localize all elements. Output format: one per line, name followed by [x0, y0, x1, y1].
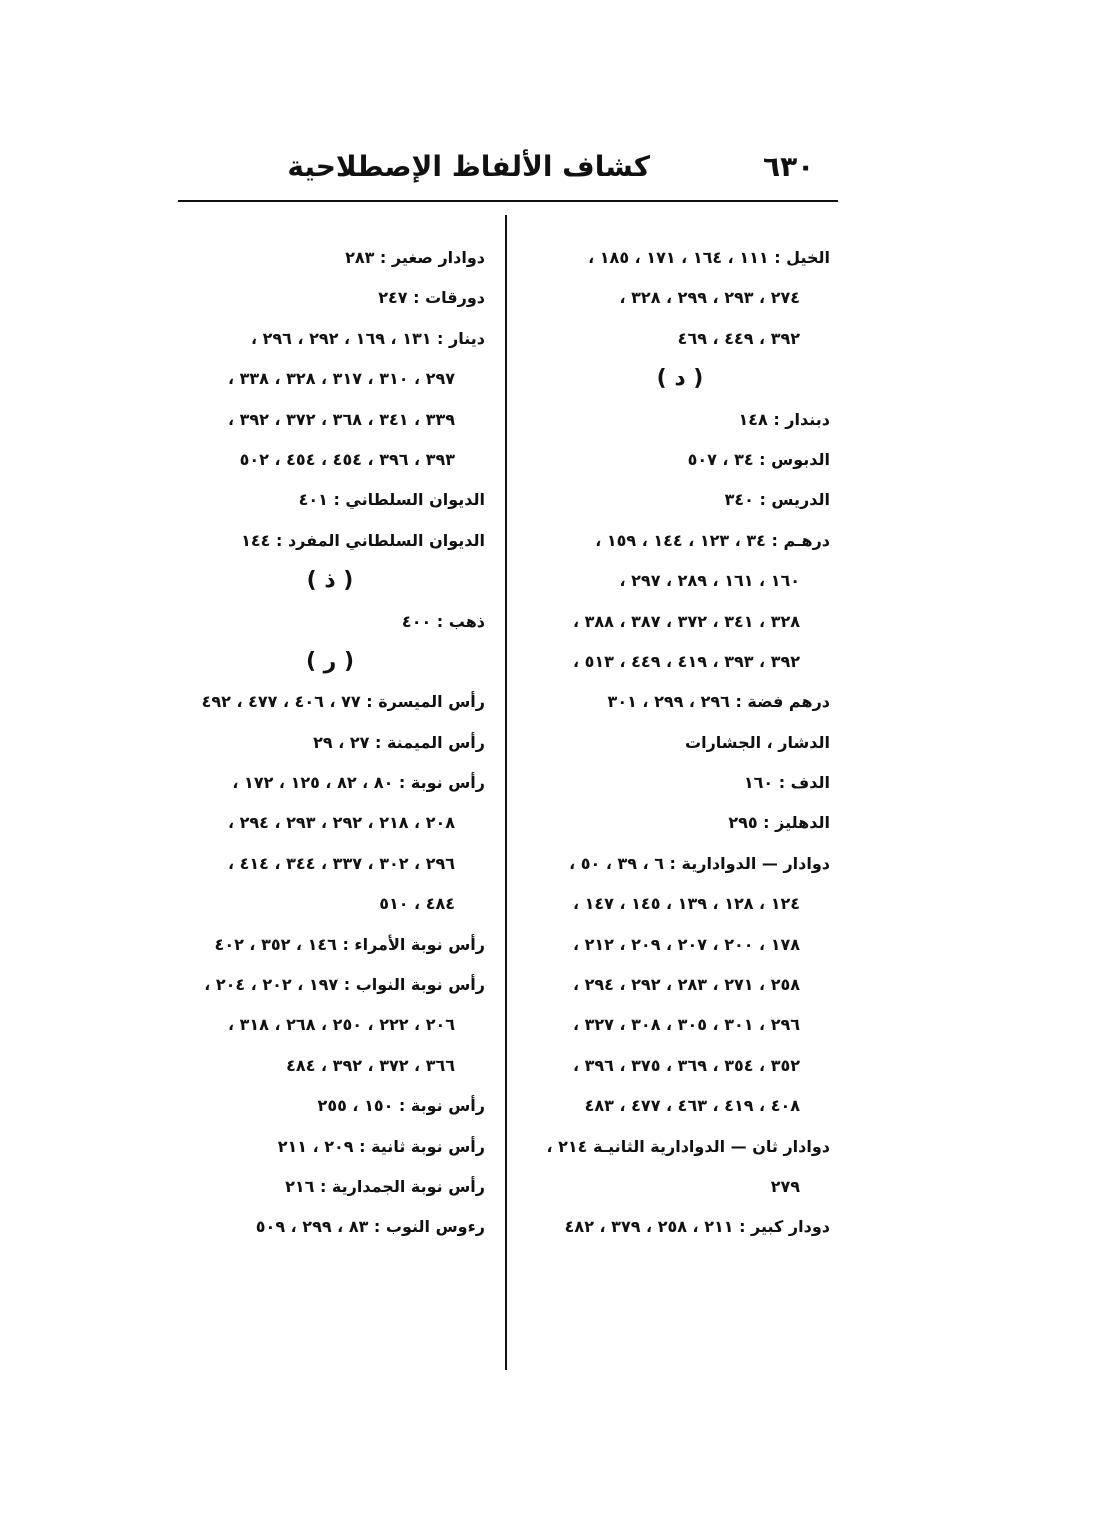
index-entry: الدبوس : ٣٤ ، ٥٠٧: [687, 449, 830, 469]
running-title: كشاف الألفاظ الإصطلاحية: [287, 150, 650, 183]
index-entry-continuation: ٣٥٢ ، ٣٥٤ ، ٣٦٩ ، ٣٧٥ ، ٣٩٦ ،: [572, 1055, 800, 1075]
index-entry: رأس نوبة النواب : ١٩٧ ، ٢٠٢ ، ٢٠٤ ،: [204, 975, 485, 995]
index-entry-continuation: ١٧٨ ، ٢٠٠ ، ٢٠٧ ، ٢٠٩ ، ٢١٢ ،: [572, 934, 800, 954]
index-entry: رأس الميمنة : ٢٧ ، ٢٩: [313, 732, 485, 752]
index-entry: دوادار — الدوادارية : ٦ ، ٣٩ ، ٥٠ ،: [569, 853, 830, 873]
index-entry-continuation: ٣٩٢ ، ٣٩٣ ، ٤١٩ ، ٤٤٩ ، ٥١٣ ،: [572, 651, 800, 671]
index-entry-continuation: ١٦٠ ، ١٦١ ، ٢٨٩ ، ٢٩٧ ،: [619, 571, 800, 591]
index-entry: الديوان السلطاني المفرد : ١٤٤: [241, 530, 485, 550]
index-entry: دينار : ١٣١ ، ١٦٩ ، ٢٩٢ ، ٢٩٦ ،: [250, 328, 485, 348]
index-entry: رأس نوبة : ٨٠ ، ٨٢ ، ١٢٥ ، ١٧٢ ،: [232, 773, 485, 793]
index-entry: الخيل : ١١١ ، ١٦٤ ، ١٧١ ، ١٨٥ ،: [588, 248, 830, 267]
index-entry-continuation: ٤٠٨ ، ٤١٩ ، ٤٦٣ ، ٤٧٧ ، ٤٨٣: [584, 1096, 800, 1116]
index-column-left: [175, 238, 485, 1248]
index-entry-continuation: ٢٩٧ ، ٣١٠ ، ٣١٧ ، ٣٢٨ ، ٣٣٨ ،: [227, 369, 455, 389]
index-entry: دوادار ثان — الدوادارية الثانيـة ٢١٤ ،: [546, 1136, 830, 1156]
index-entry: دوادار صغير : ٢٨٣: [345, 248, 485, 267]
index-entry-continuation: ٣٣٩ ، ٣٤١ ، ٣٦٨ ، ٣٧٢ ، ٣٩٢ ،: [227, 409, 455, 429]
index-entry: دبندار : ١٤٨: [738, 409, 830, 429]
index-entry-continuation: ٢٥٨ ، ٢٧١ ، ٢٨٣ ، ٢٩٢ ، ٢٩٤ ،: [572, 975, 800, 995]
column-divider: [505, 215, 507, 1370]
index-entry: ذهب : ٤٠٠: [401, 611, 485, 631]
index-entry: رأس الميسرة : ٧٧ ، ٤٠٦ ، ٤٧٧ ، ٤٩٢: [201, 692, 485, 712]
index-column-right: [530, 238, 830, 1248]
index-entry-continuation: ٣٩٣ ، ٣٩٦ ، ٤٥٤ ، ٤٥٤ ، ٥٠٢: [239, 449, 455, 469]
index-entry: رأس نوبة : ١٥٠ ، ٢٥٥: [317, 1096, 485, 1116]
index-entry-continuation: ٢٠٦ ، ٢٢٢ ، ٢٥٠ ، ٢٦٨ ، ٣١٨ ،: [227, 1015, 455, 1035]
index-entry-continuation: ٢٧٤ ، ٢٩٣ ، ٢٩٩ ، ٣٢٨ ،: [619, 288, 800, 308]
index-entry-continuation: ١٢٤ ، ١٢٨ ، ١٣٩ ، ١٤٥ ، ١٤٧ ،: [572, 894, 800, 914]
index-entry: دودار كبير : ٢١١ ، ٢٥٨ ، ٣٧٩ ، ٤٨٢: [564, 1217, 830, 1237]
index-entry: درهم فضة : ٢٩٦ ، ٢٩٩ ، ٣٠١: [607, 692, 830, 712]
section-letter: ( د ): [656, 366, 704, 392]
index-entry-continuation: ٢٩٦ ، ٣٠٢ ، ٣٣٧ ، ٣٤٤ ، ٤١٤ ،: [227, 853, 455, 873]
index-entry-continuation: ٢٩٦ ، ٣٠١ ، ٣٠٥ ، ٣٠٨ ، ٣٢٧ ،: [572, 1015, 800, 1035]
index-entry: دورقات : ٢٤٧: [378, 288, 485, 308]
index-entry: رأس نوبة ثانية : ٢٠٩ ، ٢١١: [277, 1136, 485, 1156]
index-entry-continuation: ٣٩٢ ، ٤٤٩ ، ٤٦٩: [677, 328, 800, 348]
index-entry: الدريس : ٣٤٠: [724, 490, 830, 510]
index-entry-continuation: ٢٧٩: [770, 1176, 800, 1196]
index-entry-continuation: ٣٢٨ ، ٣٤١ ، ٣٧٢ ، ٣٨٧ ، ٣٨٨ ،: [572, 611, 800, 631]
section-letter: ( ذ ): [306, 568, 354, 594]
index-entry: الديوان السلطاني : ٤٠١: [298, 490, 485, 510]
index-entry: رأس نوبة الأمراء : ١٤٦ ، ٣٥٢ ، ٤٠٢: [214, 934, 485, 954]
index-entry: رأس نوبة الجمدارية : ٢١٦: [285, 1176, 485, 1196]
index-entry-continuation: ٤٨٤ ، ٥١٠: [379, 894, 455, 914]
index-entry: الدهليز : ٢٩٥: [728, 813, 830, 833]
section-letter: ( ر ): [305, 648, 355, 674]
index-entry-continuation: ٣٦٦ ، ٣٧٢ ، ٣٩٢ ، ٤٨٤: [286, 1055, 455, 1075]
index-entry: الدشار ، الجشارات: [685, 732, 830, 752]
header-rule: [178, 200, 838, 202]
index-entry: درهـم : ٣٤ ، ١٢٣ ، ١٤٤ ، ١٥٩ ،: [595, 530, 830, 550]
page-number: ٦٣٠: [763, 150, 815, 183]
index-entry: رءوس النوب : ٨٣ ، ٢٩٩ ، ٥٠٩: [255, 1217, 485, 1237]
index-entry-continuation: ٢٠٨ ، ٢١٨ ، ٢٩٢ ، ٢٩٣ ، ٢٩٤ ،: [227, 813, 455, 833]
index-entry: الدف : ١٦٠: [743, 773, 830, 793]
